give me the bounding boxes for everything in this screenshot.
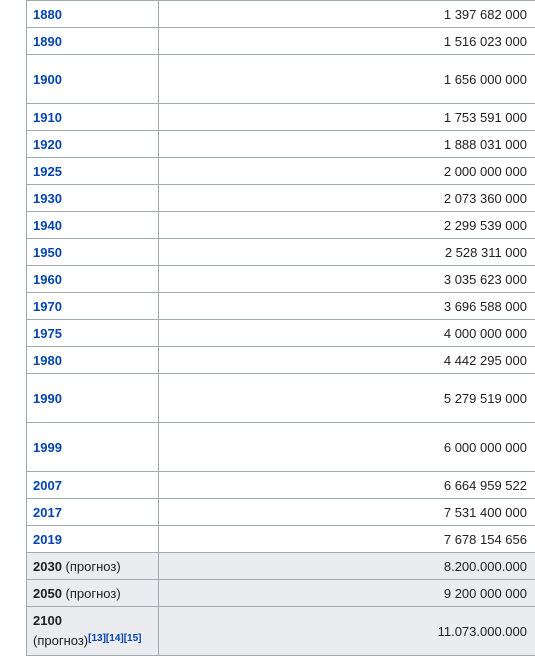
table-row	[27, 28, 535, 55]
year-cell	[27, 553, 159, 580]
year-link[interactable]: 1910	[33, 109, 62, 125]
forecast-row	[27, 553, 535, 580]
reference-link-13[interactable]: [13]	[88, 633, 106, 644]
table-row	[27, 423, 535, 472]
year-cell	[27, 580, 159, 607]
population-cell: 5 279 519 000	[159, 374, 535, 423]
year-cell	[27, 607, 159, 656]
year-label: 2050	[33, 585, 62, 601]
year-cell	[27, 293, 159, 320]
forecast-note: (прогноз)	[65, 585, 121, 601]
year-cell	[27, 158, 159, 185]
population-cell: 1 656 000 000	[159, 55, 535, 104]
population-cell: 3 696 588 000	[159, 293, 535, 320]
year-link[interactable]: 1890	[33, 33, 62, 49]
year-link[interactable]: 1920	[33, 136, 62, 152]
forecast-row	[27, 607, 535, 656]
year-link[interactable]: 1950	[33, 244, 62, 260]
forecast-note: (прогноз)	[65, 558, 121, 574]
table-row	[27, 472, 535, 499]
forecast-note: (прогноз)	[33, 633, 89, 648]
year-link[interactable]: 1900	[33, 71, 62, 87]
year-link[interactable]: 1980	[33, 352, 62, 368]
table-row	[27, 185, 535, 212]
year-cell	[27, 374, 159, 423]
table-row	[27, 158, 535, 185]
table-row	[27, 526, 535, 553]
table-row	[27, 374, 535, 423]
year-label: 2100	[33, 613, 62, 628]
population-cell: 11.073.000.000	[159, 607, 535, 656]
year-cell	[27, 239, 159, 266]
year-cell	[27, 28, 159, 55]
year-cell	[27, 526, 159, 553]
table-row	[27, 320, 535, 347]
year-cell	[27, 55, 159, 104]
forecast-row	[27, 580, 535, 607]
year-link[interactable]: 1940	[33, 217, 62, 233]
year-link[interactable]: 2019	[33, 531, 62, 547]
year-link[interactable]: 2017	[33, 504, 62, 520]
year-cell	[27, 423, 159, 472]
population-table-container	[26, 0, 535, 656]
population-cell: 9 200 000 000	[159, 580, 535, 607]
population-cell: 1 397 682 000	[159, 1, 535, 28]
population-cell: 1 888 031 000	[159, 131, 535, 158]
year-cell	[27, 131, 159, 158]
reference-link-15[interactable]: [15]	[123, 633, 142, 644]
population-cell: 2 073 360 000	[159, 185, 535, 212]
year-link[interactable]: 1975	[33, 325, 62, 341]
table-row	[27, 293, 535, 320]
reference-links	[88, 633, 141, 644]
reference-link-14[interactable]: [14]	[105, 633, 124, 644]
population-cell: 2 299 539 000	[159, 212, 535, 239]
year-cell	[27, 472, 159, 499]
population-cell: 6 000 000 000	[159, 423, 535, 472]
year-link[interactable]: 1970	[33, 298, 62, 314]
year-cell	[27, 320, 159, 347]
population-cell: 2 000 000 000	[159, 158, 535, 185]
population-cell: 6 664 959 522	[159, 472, 535, 499]
year-link[interactable]: 1960	[33, 271, 62, 287]
year-cell	[27, 1, 159, 28]
table-row	[27, 55, 535, 104]
year-cell	[27, 499, 159, 526]
table-row	[27, 239, 535, 266]
table-row	[27, 347, 535, 374]
table-row	[27, 212, 535, 239]
population-cell: 2 528 311 000	[159, 239, 535, 266]
table-row	[27, 104, 535, 131]
year-link[interactable]: 1999	[33, 439, 62, 455]
year-link[interactable]: 1990	[33, 390, 62, 406]
year-cell	[27, 266, 159, 293]
population-cell: 7 678 154 656	[159, 526, 535, 553]
population-cell: 8.200.000.000	[159, 553, 535, 580]
population-cell: 1 753 591 000	[159, 104, 535, 131]
world-population-table	[26, 0, 535, 656]
population-cell: 3 035 623 000	[159, 266, 535, 293]
year-link[interactable]: 1930	[33, 190, 62, 206]
population-cell: 1 516 023 000	[159, 28, 535, 55]
year-link[interactable]: 2007	[33, 477, 62, 493]
year-cell	[27, 347, 159, 374]
year-link[interactable]: 1880	[33, 6, 62, 22]
year-cell	[27, 185, 159, 212]
year-cell	[27, 104, 159, 131]
table-row	[27, 1, 535, 28]
table-row	[27, 131, 535, 158]
population-cell: 7 531 400 000	[159, 499, 535, 526]
year-label: 2030	[33, 558, 62, 574]
population-cell: 4 000 000 000	[159, 320, 535, 347]
population-cell: 4 442 295 000	[159, 347, 535, 374]
table-row	[27, 266, 535, 293]
table-row	[27, 499, 535, 526]
year-cell	[27, 212, 159, 239]
year-link[interactable]: 1925	[33, 163, 62, 179]
